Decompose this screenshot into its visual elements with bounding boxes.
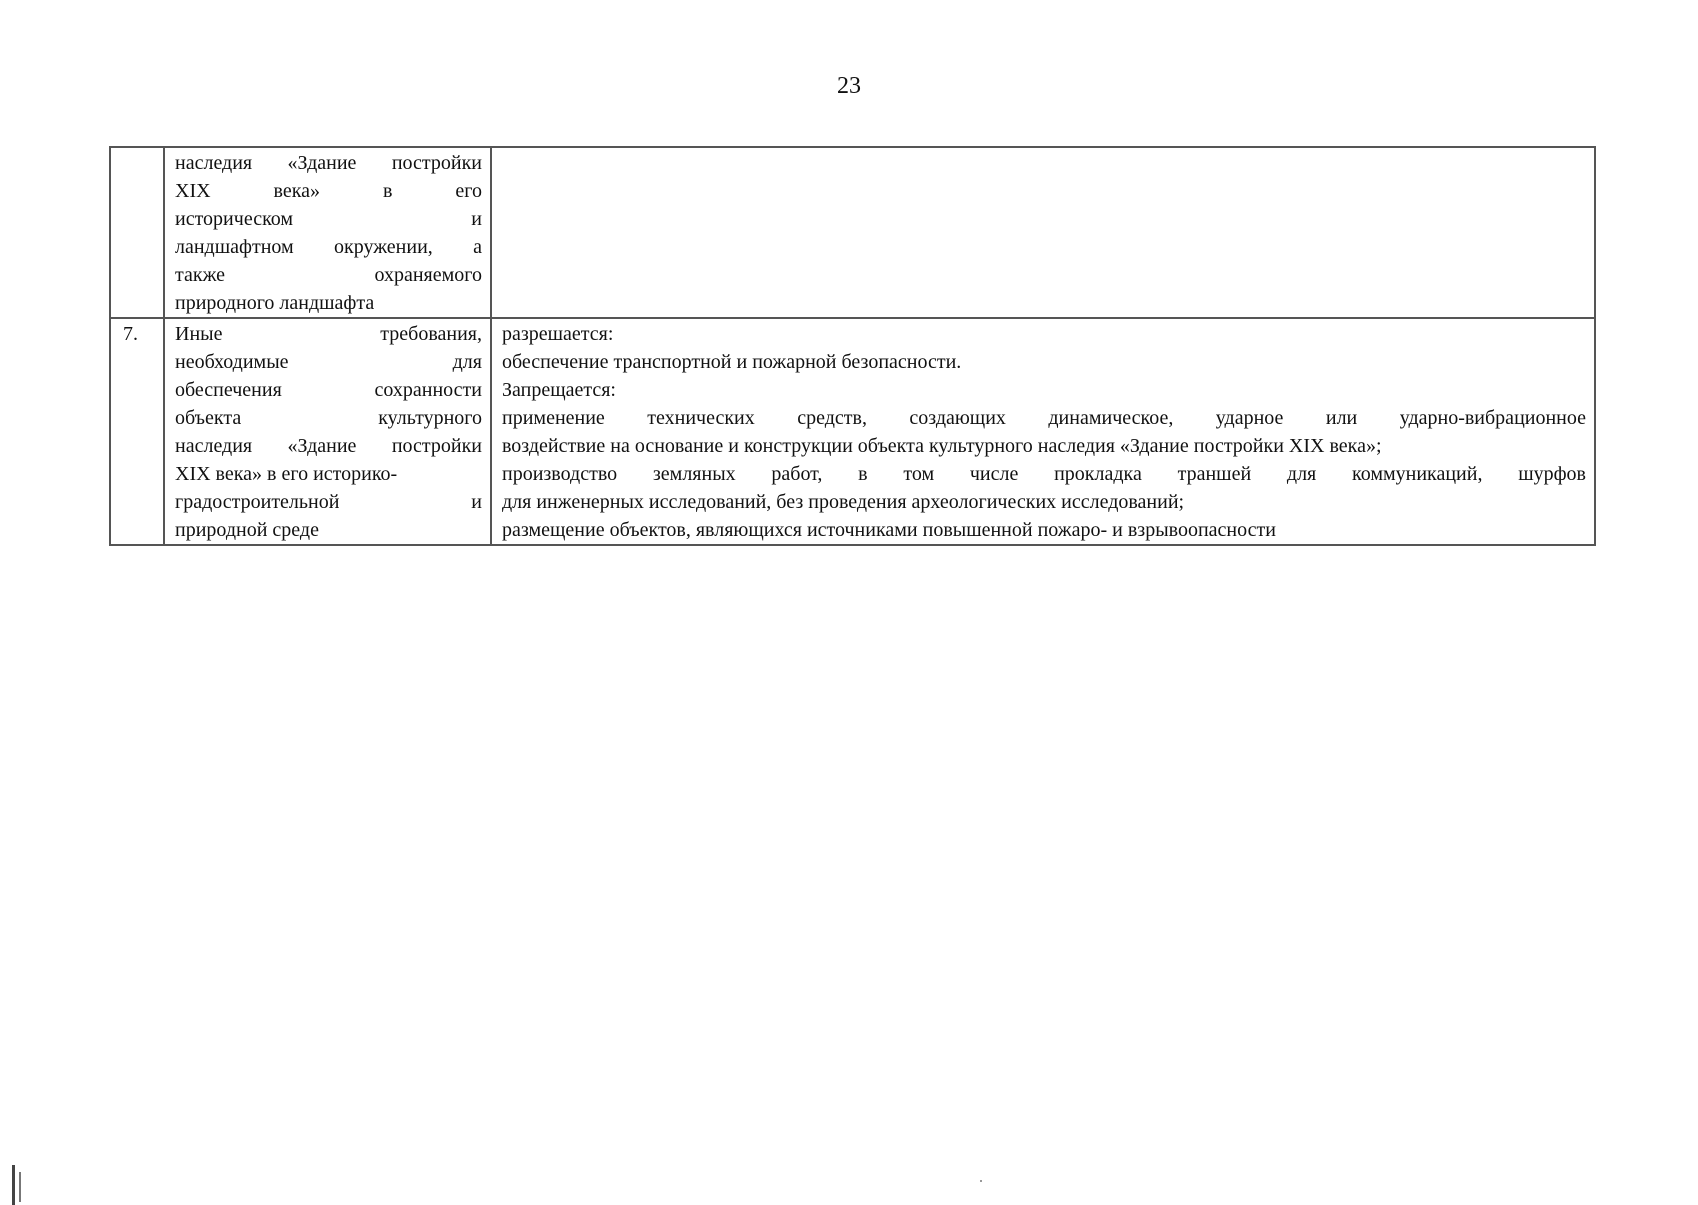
requirement-name-cell bbox=[164, 318, 491, 545]
scan-dust-dot bbox=[980, 1180, 982, 1182]
name-line: объекта культурного bbox=[175, 407, 482, 429]
requirement-text-cell bbox=[491, 147, 1595, 318]
name-line: наследия «Здание постройки bbox=[175, 435, 482, 457]
name-line: природного ландшафта bbox=[175, 292, 375, 314]
requirement-text-cell bbox=[491, 318, 1595, 545]
requirement-line: размещение объектов, являющихся источниками повышенной пожаро- и взрывоопасности bbox=[502, 519, 1276, 541]
prohibited-heading: Запрещается: bbox=[502, 379, 616, 401]
name-line: обеспечения сохранности bbox=[175, 379, 482, 401]
name-line: Иные требования, bbox=[175, 323, 482, 345]
requirement-line: производство земляных работ, в том числе прокладка траншей для коммуникаций, шурфов bbox=[502, 463, 1586, 485]
name-line: ландшафтном окружении, а bbox=[175, 236, 482, 258]
requirement-line: обеспечение транспортной и пожарной безопасности. bbox=[502, 351, 962, 373]
scan-margin-mark bbox=[19, 1172, 21, 1202]
table-row bbox=[110, 147, 1595, 318]
name-line: также охраняемого bbox=[175, 264, 482, 286]
permitted-heading: разрешается: bbox=[502, 323, 614, 345]
name-line: необходимые для bbox=[175, 351, 482, 373]
name-line: историческом и bbox=[175, 208, 482, 230]
name-line: наследия «Здание постройки bbox=[175, 152, 482, 174]
name-line: природной среде bbox=[175, 519, 319, 541]
requirements-table bbox=[109, 146, 1596, 546]
requirement-line: для инженерных исследований, без проведения археологических исследований; bbox=[502, 491, 1185, 513]
row-number-cell: 7. bbox=[110, 318, 164, 545]
row-number-cell bbox=[110, 147, 164, 318]
name-line: XIX века» в его историко- bbox=[175, 463, 398, 485]
requirement-name-cell bbox=[164, 147, 491, 318]
page-number: 23 bbox=[837, 73, 861, 99]
table-row bbox=[110, 318, 1595, 545]
requirement-line: применение технических средств, создающих динамическое, ударное или ударно-вибрационное bbox=[502, 407, 1586, 429]
name-line: XIX века» в его bbox=[175, 180, 482, 202]
scan-margin-mark bbox=[12, 1165, 15, 1205]
name-line: градостроительной и bbox=[175, 491, 482, 513]
requirement-line: воздействие на основание и конструкции объекта культурного наследия «Здание постройки XIX века»; bbox=[502, 435, 1382, 457]
